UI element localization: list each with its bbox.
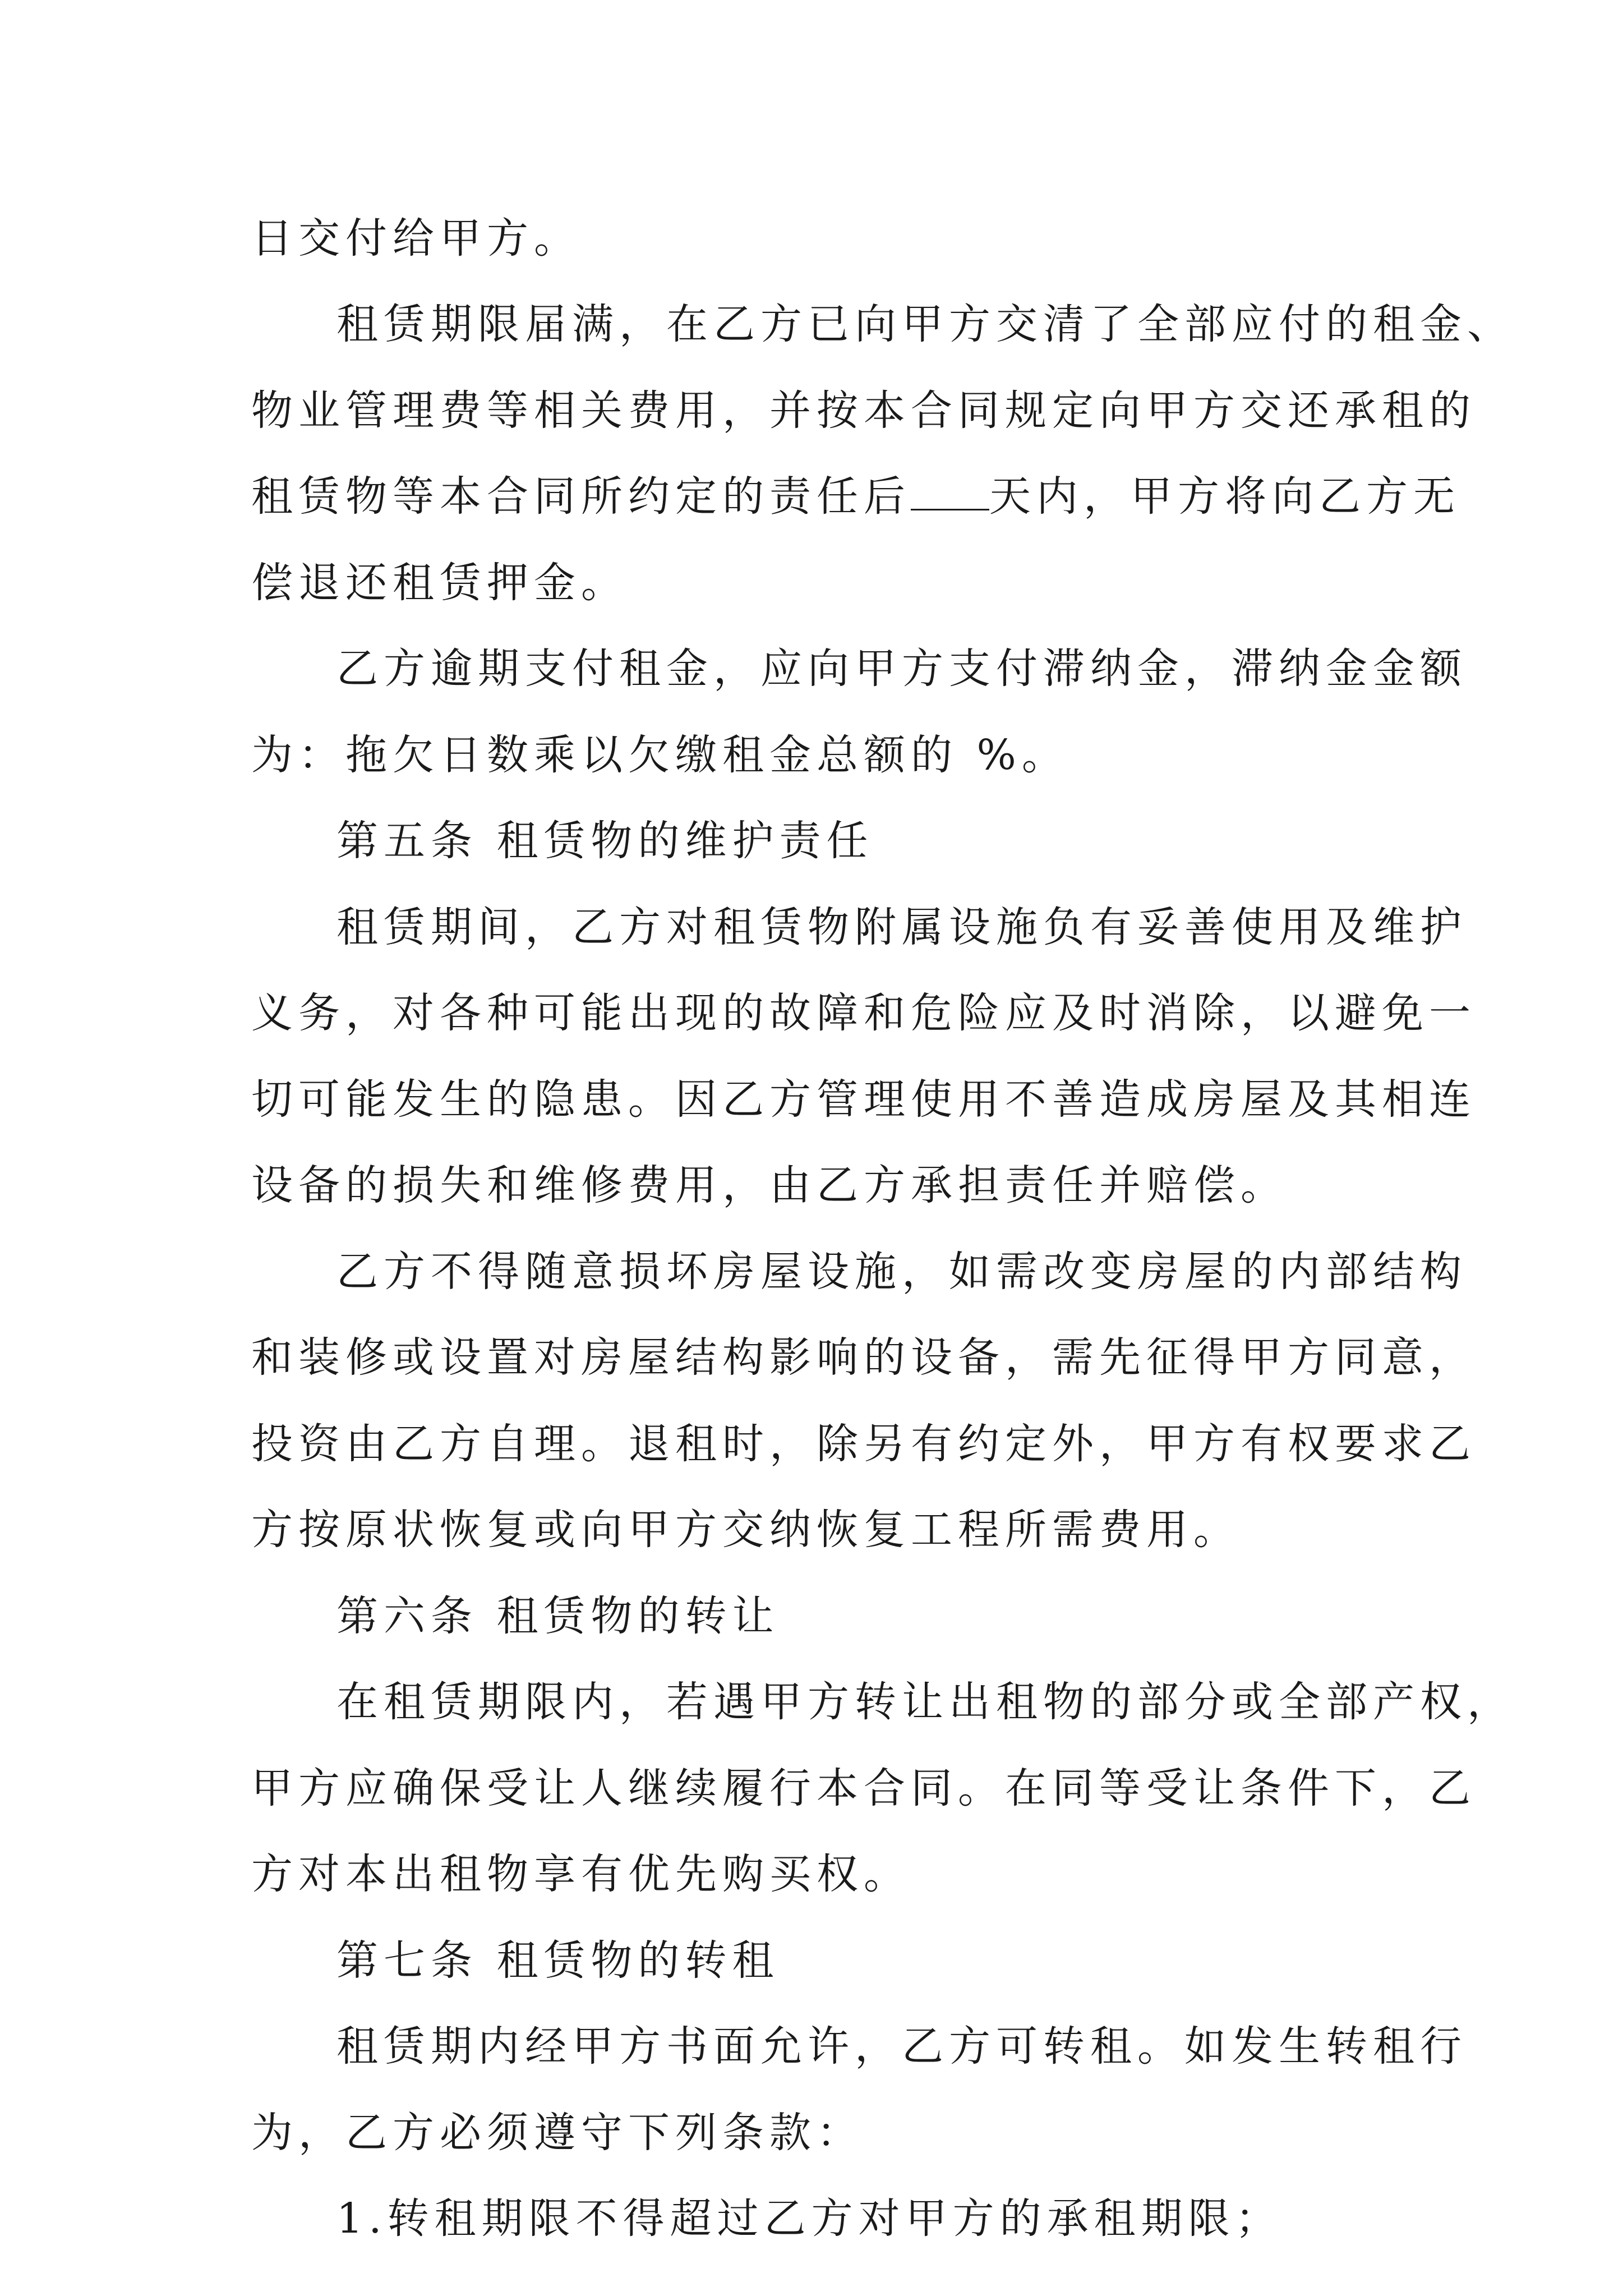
text-line: 方按原状恢复或向甲方交纳恢复工程所需费用。 bbox=[251, 1506, 1241, 1554]
section-heading: 第五条 租赁物的维护责任 bbox=[336, 817, 874, 865]
text-line: 乙方逾期支付租金，应向甲方支付滞纳金，滞纳金金额 bbox=[336, 645, 1467, 693]
text-line: 日交付给甲方。 bbox=[251, 214, 581, 263]
text-segment: 天内，甲方将向乙方无 bbox=[989, 472, 1460, 521]
text-segment: 租赁物等本合同所约定的责任后 bbox=[251, 472, 911, 521]
section-heading: 第六条 租赁物的转让 bbox=[336, 1592, 780, 1640]
text-line: 在租赁期限内，若遇甲方转让出租物的部分或全部产权， bbox=[336, 1678, 1514, 1726]
text-line: 物业管理费等相关费用，并按本合同规定向甲方交还承租的 bbox=[251, 386, 1476, 435]
text-line: 乙方不得随意损坏房屋设施，如需改变房屋的内部结构 bbox=[336, 1248, 1467, 1296]
text-line: 甲方应确保受让人继续履行本合同。在同等受让条件下，乙 bbox=[251, 1764, 1476, 1812]
list-item: 1.转租期限不得超过乙方对甲方的承租期限； bbox=[336, 2194, 1283, 2243]
text-line: 为：拖欠日数乘以欠缴租金总额的 %。 bbox=[251, 731, 1069, 779]
text-line: 租赁期限届满，在乙方已向甲方交清了全部应付的租金、 bbox=[336, 300, 1514, 348]
text-line: 和装修或设置对房屋结构影响的设备，需先征得甲方同意， bbox=[251, 1333, 1476, 1382]
text-line: 方对本出租物享有优先购买权。 bbox=[251, 1850, 911, 1898]
text-line-with-blank bbox=[251, 466, 1460, 527]
text-line: 为，乙方必须遵守下列条款： bbox=[251, 2109, 864, 2157]
text-line: 义务，对各种可能出现的故障和危险应及时消除，以避免一 bbox=[251, 989, 1476, 1037]
text-line: 设备的损失和维修费用，由乙方承担责任并赔偿。 bbox=[251, 1161, 1288, 1209]
fill-in-blank bbox=[911, 473, 989, 510]
text-line: 租赁期内经甲方书面允许，乙方可转租。如发生转租行 bbox=[336, 2022, 1467, 2070]
text-line: 投资由乙方自理。退租时，除另有约定外，甲方有权要求乙 bbox=[251, 1420, 1476, 1468]
text-line: 切可能发生的隐患。因乙方管理使用不善造成房屋及其相连 bbox=[251, 1075, 1476, 1124]
section-heading: 第七条 租赁物的转租 bbox=[336, 1936, 780, 1985]
text-line: 偿退还租赁押金。 bbox=[251, 559, 628, 607]
text-line: 租赁期间，乙方对租赁物附属设施负有妥善使用及维护 bbox=[336, 903, 1467, 951]
